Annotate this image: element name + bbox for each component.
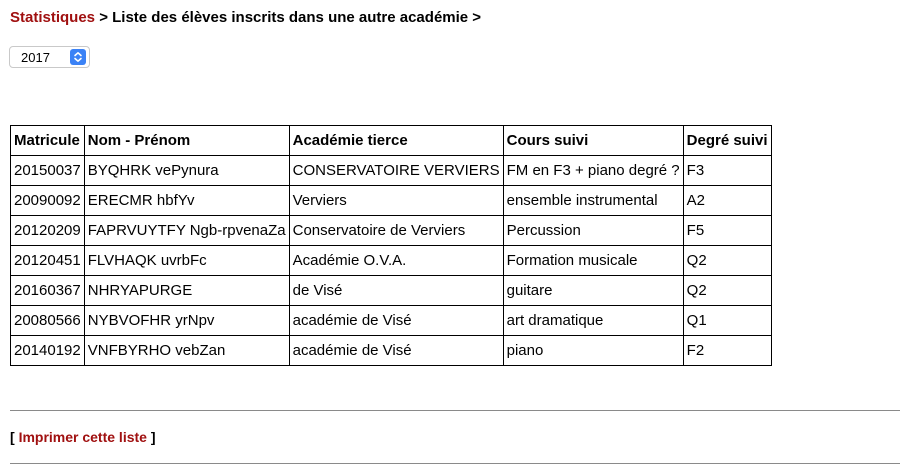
cell-matricule: 20080566: [11, 306, 85, 336]
breadcrumb-current: > Liste des élèves inscrits dans une autre académie >: [95, 9, 482, 26]
cell-matricule: 20160367: [11, 276, 85, 306]
cell-academie: académie de Visé: [289, 306, 503, 336]
cell-degre: Q1: [683, 306, 771, 336]
print-list-link[interactable]: Imprimer cette liste: [18, 429, 147, 445]
cell-degre: A2: [683, 186, 771, 216]
table-row: [11, 156, 772, 186]
column-header-degre-suivi: Degré suivi: [683, 126, 771, 156]
students-table: [10, 125, 772, 366]
table-row: [11, 306, 772, 336]
table-row: [11, 216, 772, 246]
cell-nom-prenom: FAPRVUYTFY Ngb-rpvenaZa: [84, 216, 289, 246]
column-header-nom-prenom: Nom - Prénom: [84, 126, 289, 156]
cell-degre: Q2: [683, 276, 771, 306]
divider-bottom: [10, 463, 900, 464]
table-row: [11, 186, 772, 216]
cell-nom-prenom: FLVHAQK uvrbFc: [84, 246, 289, 276]
cell-cours: FM en F3 + piano degré ?: [503, 156, 683, 186]
cell-academie: Conservatoire de Verviers: [289, 216, 503, 246]
column-header-matricule: Matricule: [11, 126, 85, 156]
year-select[interactable]: [9, 46, 90, 68]
divider-top: [10, 410, 900, 411]
cell-nom-prenom: NYBVOFHR yrNpv: [84, 306, 289, 336]
print-close-bracket: ]: [146, 429, 156, 445]
cell-degre: F3: [683, 156, 771, 186]
cell-cours: Formation musicale: [503, 246, 683, 276]
cell-cours: art dramatique: [503, 306, 683, 336]
cell-academie: CONSERVATOIRE VERVIERS: [289, 156, 503, 186]
cell-matricule: 20150037: [11, 156, 85, 186]
cell-matricule: 20140192: [11, 336, 85, 366]
cell-nom-prenom: ERECMR hbfYv: [84, 186, 289, 216]
chevron-up-down-icon[interactable]: [70, 49, 86, 65]
cell-degre: F5: [683, 216, 771, 246]
table-row: [11, 276, 772, 306]
breadcrumb: [10, 9, 481, 26]
cell-academie: Verviers: [289, 186, 503, 216]
cell-cours: guitare: [503, 276, 683, 306]
cell-nom-prenom: NHRYAPURGE: [84, 276, 289, 306]
table-header-row: [11, 126, 772, 156]
column-header-cours-suivi: Cours suivi: [503, 126, 683, 156]
cell-academie: Académie O.V.A.: [289, 246, 503, 276]
column-header-academie-tierce: Académie tierce: [289, 126, 503, 156]
cell-cours: Percussion: [503, 216, 683, 246]
cell-academie: académie de Visé: [289, 336, 503, 366]
table-row: [11, 246, 772, 276]
print-actions: [10, 429, 156, 445]
cell-academie: de Visé: [289, 276, 503, 306]
year-select-value: 2017: [21, 49, 50, 65]
print-open-bracket: [: [10, 429, 19, 445]
cell-matricule: 20120451: [11, 246, 85, 276]
cell-cours: piano: [503, 336, 683, 366]
cell-degre: F2: [683, 336, 771, 366]
cell-nom-prenom: BYQHRK vePynura: [84, 156, 289, 186]
cell-degre: Q2: [683, 246, 771, 276]
cell-matricule: 20090092: [11, 186, 85, 216]
breadcrumb-link-statistiques[interactable]: Statistiques: [10, 9, 96, 26]
cell-nom-prenom: VNFBYRHO vebZan: [84, 336, 289, 366]
cell-cours: ensemble instrumental: [503, 186, 683, 216]
cell-matricule: 20120209: [11, 216, 85, 246]
table-row: [11, 336, 772, 366]
